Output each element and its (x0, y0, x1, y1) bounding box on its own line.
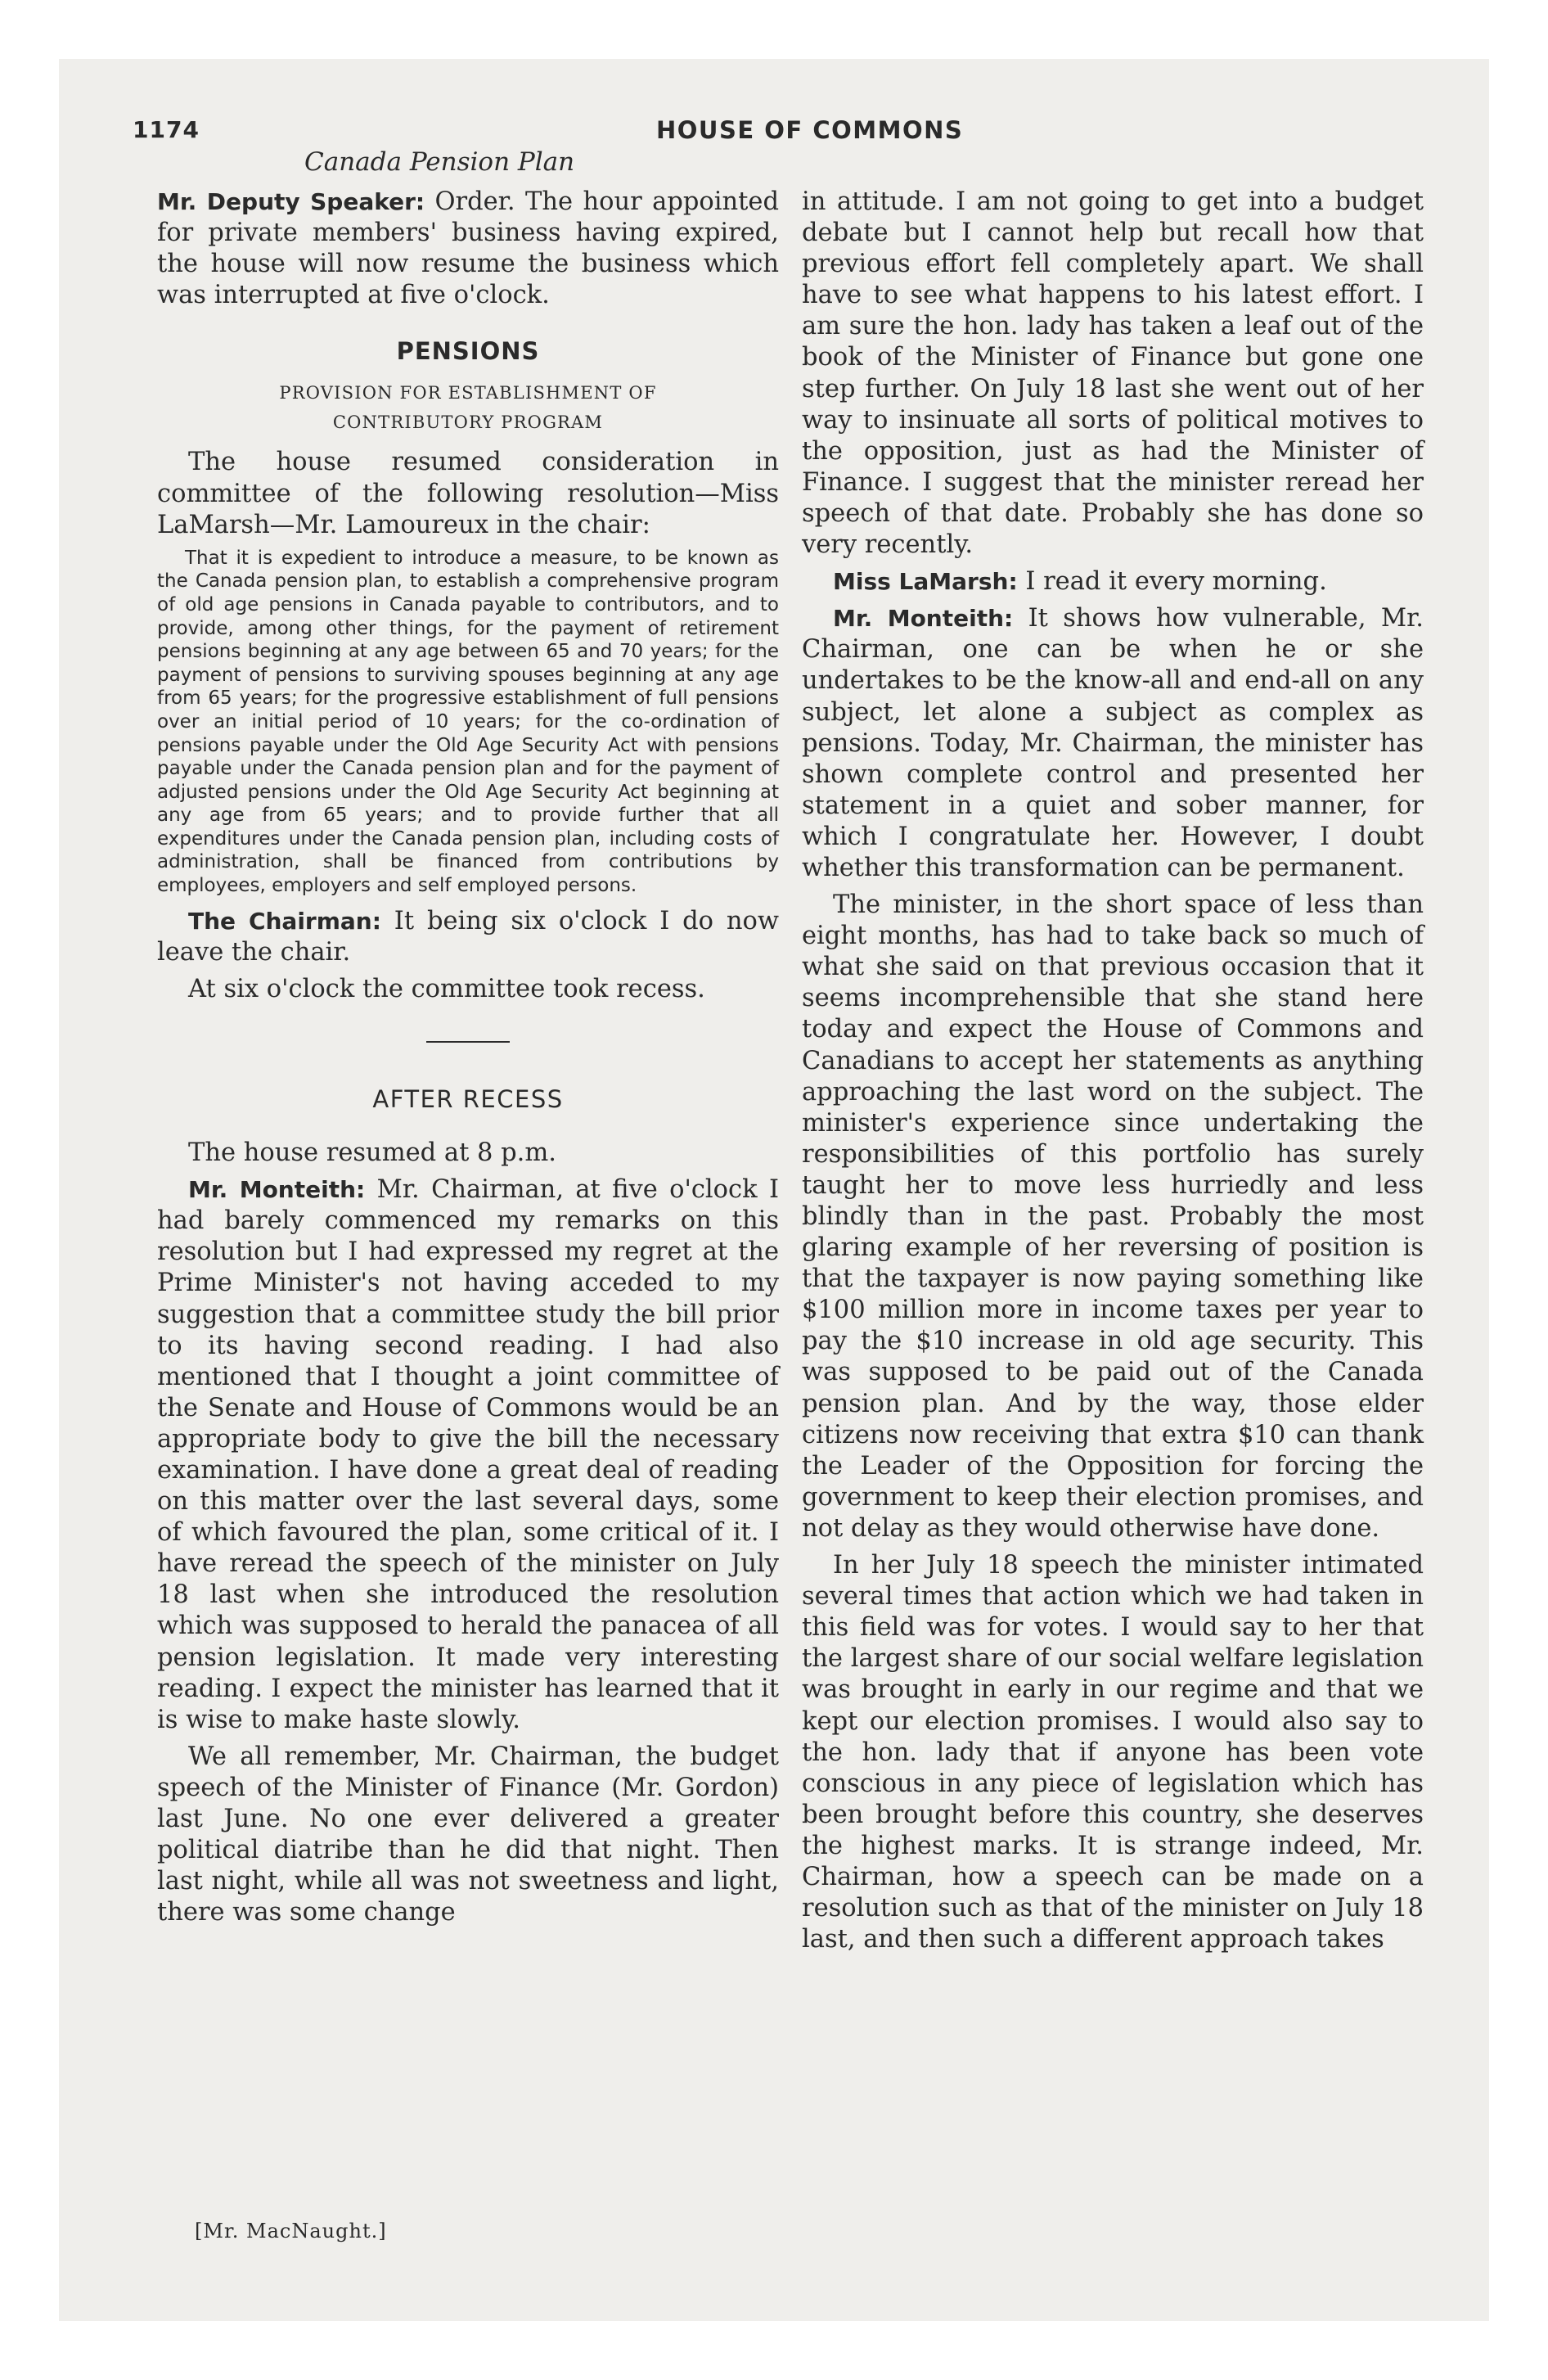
subheading-line: CONTRIBUTORY PROGRAM (332, 412, 604, 433)
speaker-name: Mr. Deputy Speaker: (157, 188, 425, 215)
speech-text: It shows how vulnerable, Mr. Chairman, one can be when he or she undertakes to be the know-all and end-all on any subject, let alone a subject as complex as pensions. Today, Mr. Chairman, the minister has shown complete control and presented her statement in a quiet and sober manner, for which I congratulate her. However, I doubt whether this transformation can be permanent. (802, 604, 1424, 882)
right-column (802, 187, 1424, 1961)
speech-text: It being six o'clock I do now leave the chair. (157, 906, 779, 967)
speaker-name: The Chairman: (188, 907, 381, 935)
speaker-name: Mr. Monteith: (188, 1176, 366, 1204)
speech-text: Order. The hour appointed for private members' business having expired, the house will now resume the business which was interrupted at five o'clock. (157, 187, 779, 310)
paragraph (157, 906, 779, 968)
speech-text: I read it every morning. (1017, 567, 1327, 597)
speech-text: Mr. Chairman, at five o'clock I had barely commenced my remarks on this resolution but I had expressed my regret at the Prime Minister's not having acceded to my suggestion that a committee study the bill prior to its having second reading. I had also mentioned that I thought a joint committee of the Senate and House of Commons would be an appropriate body to give the bill the necessary examination. I have done a great deal of reading on this matter over the last several days, some of which favoured the plan, some critical of it. I have reread the speech of the minister on July 18 last when she introduced the resolution which was supposed to herald the panacea of all pension legislation. It made very interesting reading. I expect the minister has learned that it is wise to make haste slowly. (157, 1175, 779, 1734)
paragraph: The house resumed at 8 p.m. (188, 1138, 556, 1168)
paragraph: In her July 18 speech the minister intimated several times that action which we had taken in this field was for votes. I would say to her that the largest share of our social welfare legislation was brought in early in our regime and that we kept our election promises. I would also say to the hon. lady that if anyone has been vote conscious in any piece of legislation which has been brought before this country, she deserves the highest marks. It is strange indeed, Mr. Chairman, how a speech can be made on a resolution such as that of the minister on July 18 last, and then such a different approach takes (802, 1551, 1424, 1954)
paragraph (157, 1174, 779, 1736)
paragraph: The house resumed consideration in committee of the following resolution—Miss LaMarsh—Mr. Lamoureux in the chair: (157, 448, 779, 539)
page-header (133, 116, 1008, 149)
divider (426, 1041, 510, 1043)
subheading-line: PROVISION FOR ESTABLISHMENT OF (279, 383, 657, 403)
resolution-text: That it is expedient to introduce a measure, to be known as the Canada pension plan, to establish a comprehensive program of old age pensions in Canada payable to contributors, and to provide, among other things, for the payment of retirement pensions beginning at any age between 65 and 70 years; for the payment of pensions to surviving spouses beginning at any age from 65 years; for the progressive establishment of full pensions over an initial period of 10 years; for the co-ordination of pensions payable under the Old Age Security Act with pensions payable under the Canada pension plan and for the payment of adjusted pensions under the Old Age Security Act beginning at any age from 65 years; and to provide further that all expenditures under the Canada pension plan, including costs of administration, shall be financed from contributions by employees, employers and self employed persons. (157, 547, 779, 897)
left-column (157, 187, 779, 1934)
page-number: 1174 (133, 116, 200, 143)
section-heading: AFTER RECESS (372, 1084, 564, 1113)
paragraph (802, 566, 1424, 597)
section-subheading (157, 378, 779, 437)
page (59, 59, 1489, 2321)
speaker-name: Mr. Monteith: (833, 605, 1014, 633)
speaker-name: Miss LaMarsh: (833, 568, 1018, 596)
section-subhead: Canada Pension Plan (304, 147, 575, 177)
paragraph: At six o'clock the committee took recess. (188, 974, 705, 1003)
paragraph: in attitude. I am not going to get into a budget debate but I cannot help but recall how that previous effort fell completely apart. We shall have to see what happens to his latest effort. I am sure the hon. lady has taken a leaf out of the book of the Minister of Finance but gone one step further. On July 18 last she went out of her way to insinuate all sorts of political motives to the opposition, just as had the Minister of Finance. I suggest that the minister reread her speech of that date. Probably she has done so very recently. (802, 187, 1424, 560)
page-footer: [Mr. MacNaught.] (195, 2220, 387, 2243)
running-head: HOUSE OF COMMONS (656, 116, 964, 144)
section-heading: PENSIONS (396, 337, 540, 366)
paragraph (802, 603, 1424, 884)
paragraph (157, 187, 779, 311)
paragraph: The minister, in the short space of less than eight months, has had to take back so much of what she said on that previous occasion that it seems incomprehensible that she stand here today and expect the House of Commons and Canadians to accept her statements as anything approaching the last word on the subject. The minister's experience since undertaking the responsibilities of this portfolio has surely taught her to move less hurriedly and less blindly than in the past. Probably the most glaring example of her reversing of position is that the taxpayer is now paying something like $100 million more in income taxes per year to pay the $10 increase in old age security. This was supposed to be paid out of the Canada pension plan. And by the way, those elder citizens now receiving that extra $10 can thank the Leader of the Opposition for forcing the government to keep their election promises, and not delay as they would otherwise have done. (802, 890, 1424, 1543)
paragraph: We all remember, Mr. Chairman, the budget speech of the Minister of Finance (Mr. Gordon) last June. No one ever delivered a greater political diatribe than he did that night. Then last night, while all was not sweetness and light, there was some change (157, 1742, 779, 1927)
